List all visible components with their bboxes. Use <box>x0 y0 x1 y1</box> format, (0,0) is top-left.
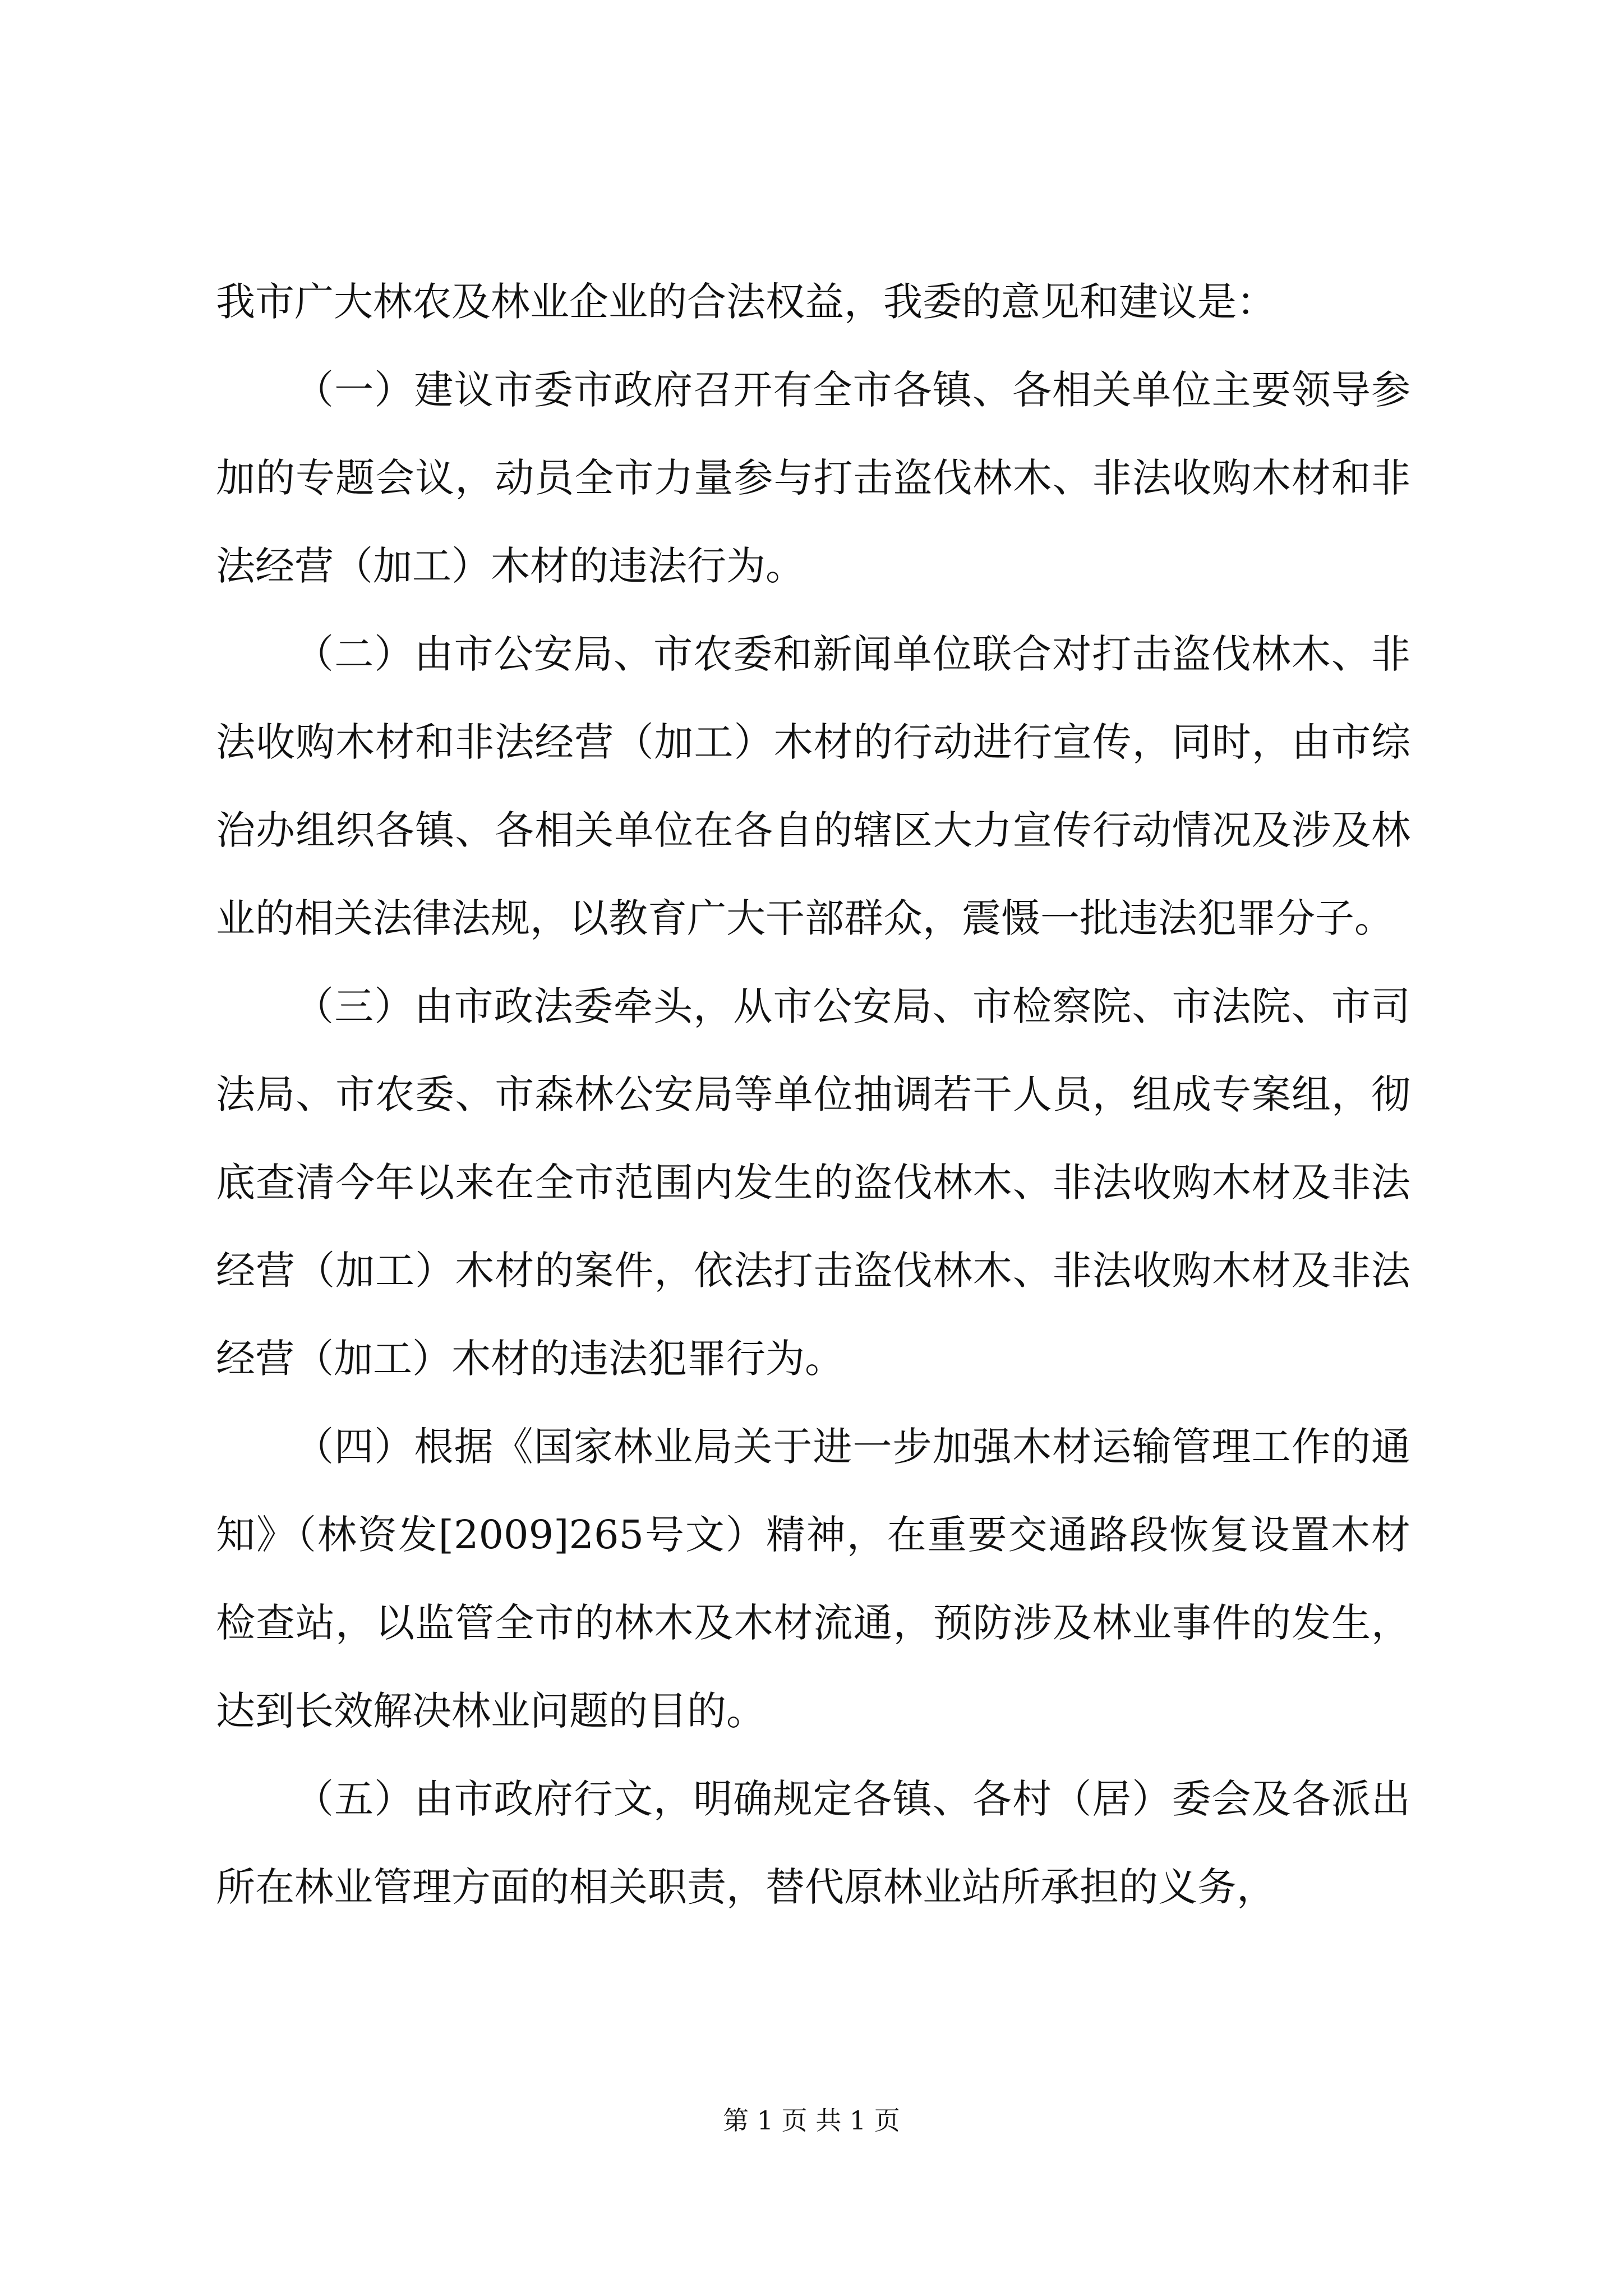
paragraph-item-1: （一）建议市委市政府召开有全市各镇、各相关单位主要领导参加的专题会议，动员全市力量参与打击盗伐林木、非法收购木材和非法经营（加工）木材的违法行为。 <box>216 367 1410 589</box>
document-body <box>216 258 1410 1931</box>
paragraph-item-5: （五）由市政府行文，明确规定各镇、各村（居）委会及各派出所在林业管理方面的相关职责，替代原林业站所承担的义务， <box>216 1776 1410 1910</box>
paragraph-item-3: （三）由市政法委牵头，从市公安局、市检察院、市法院、市司法局、市农委、市森林公安局等单位抽调若干人员，组成专案组，彻底查清今年以来在全市范围内发生的盗伐林木、非法收购木材及非法经营（加工）木材的案件，依法打击盗伐林木、非法收购木材及非法经营（加工）木材的违法犯罪行为。 <box>216 983 1410 1382</box>
page-footer: 第 1 页 共 1 页 <box>723 2105 900 2136</box>
paragraph-continuation: 我市广大林农及林业企业的合法权益，我委的意见和建议是： <box>216 279 1276 325</box>
paragraph-item-2: （二）由市公安局、市农委和新闻单位联合对打击盗伐林木、非法收购木材和非法经营（加工）木材的行动进行宣传，同时，由市综治办组织各镇、各相关单位在各自的辖区大力宣传行动情况及涉及林业的相关法律法规，以教育广大干部群众，震慑一批违法犯罪分子。 <box>216 631 1410 941</box>
paragraph-item-4: （四）根据《国家林业局关于进一步加强木材运输管理工作的通知》（林资发[2009]265号文）精神，在重要交通路段恢复设置木材检查站，以监管全市的林木及木材流通，预防涉及林业事件的发生，达到长效解决林业问题的目的。 <box>216 1424 1410 1734</box>
